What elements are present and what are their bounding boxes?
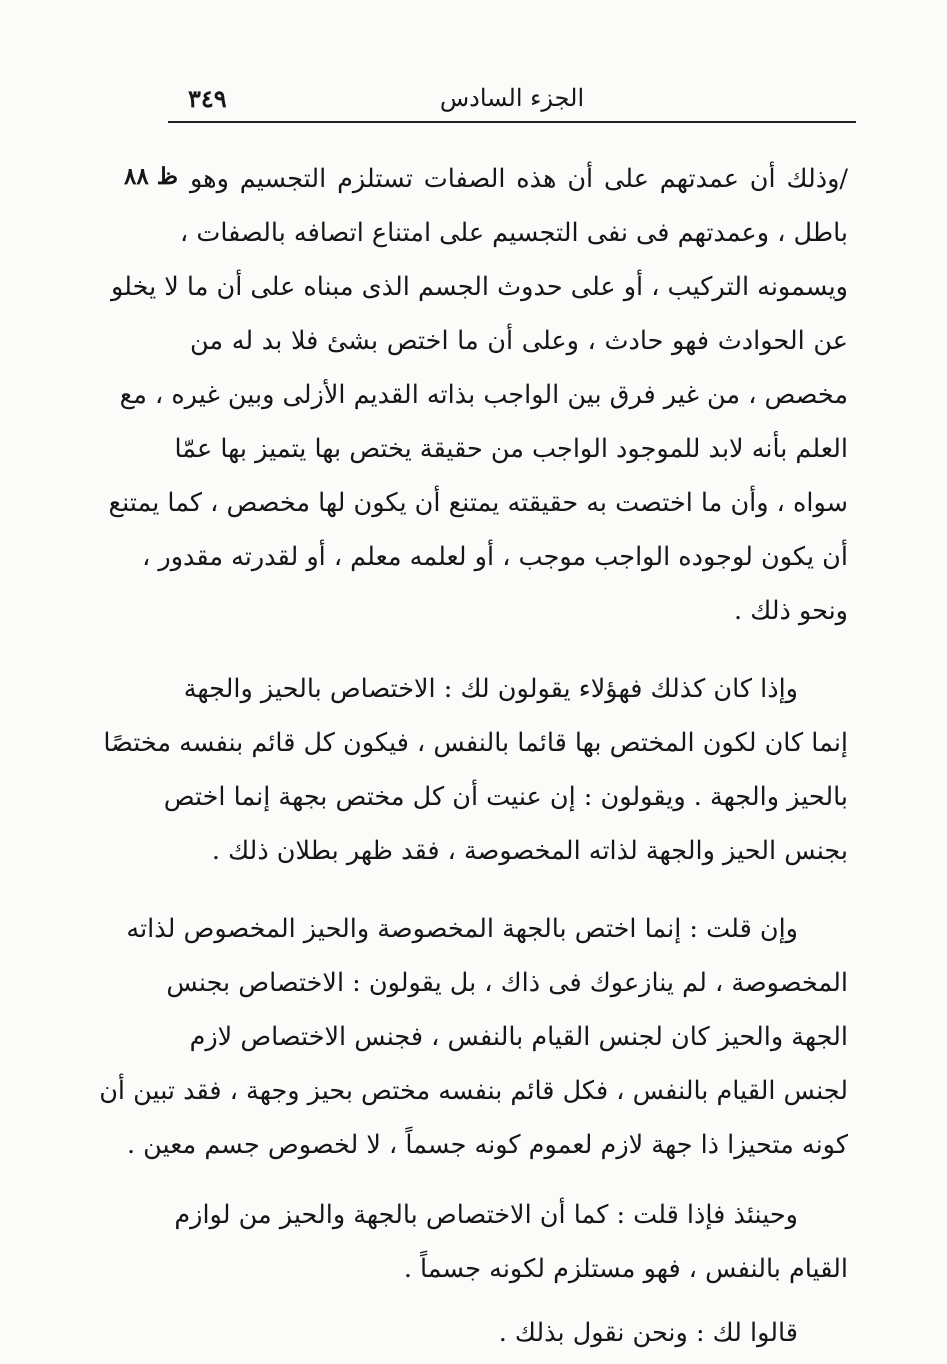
page-number: ٣٤٩ <box>188 84 227 113</box>
paragraph-4 <box>174 1188 848 1296</box>
text-line: وإذا كان كذلك فهؤلاء يقولون لك : الاختصاص بالحيز والجهة <box>183 674 798 704</box>
manuscript-folio-reference: ظ ٨٨ <box>124 163 178 190</box>
running-title: الجزء السادس <box>439 84 585 112</box>
text-line: قالوا لك : ونحن نقول بذلك . <box>498 1318 798 1348</box>
text-line: إنما كان لكون المختص بها قائما بالنفس ، فيكون كل قائم بنفسه مختصًا <box>103 728 848 758</box>
header-rule <box>168 121 856 123</box>
text-line: وإن قلت : إنما اختص بالجهة المخصوصة والحيز المخصوص لذاته <box>126 914 798 944</box>
text-line: المخصوصة ، لم ينازعوك فى ذاك ، بل يقولون : الاختصاص بجنس <box>166 968 848 998</box>
paragraph-2 <box>103 662 848 878</box>
paragraph-5 <box>190 1306 848 1360</box>
text-line: الجهة والحيز كان لجنس القيام بالنفس ، فجنس الاختصاص لازم <box>189 1022 848 1052</box>
paragraph-gap <box>190 1296 848 1306</box>
text-line: أن يكون لوجوده الواجب موجب ، أو لعلمه معلم ، أو لقدرته مقدور ، <box>142 542 848 572</box>
text-line: مخصص ، من غير فرق بين الواجب بذاته القديم الأزلى وبين غيره ، مع <box>119 380 848 410</box>
text-line: ونحو ذلك . <box>734 596 848 626</box>
text-line: ويسمونه التركيب ، أو على حدوث الجسم الذى مبناه على أن ما لا يخلو <box>111 272 848 302</box>
paragraph-3 <box>99 902 848 1172</box>
text-line: باطل ، وعمدتهم فى نفى التجسيم على امتناع اتصافه بالصفات ، <box>180 218 848 248</box>
text-line: بالحيز والجهة . ويقولون : إن عنيت أن كل مختص بجهة إنما اختص <box>163 782 848 812</box>
text-line: بجنس الحيز والجهة لذاته المخصوصة ، فقد ظهر بطلان ذلك . <box>211 836 848 866</box>
text-line: لجنس القيام بالنفس ، فكل قائم بنفسه مختص بحيز وجهة ، فقد تبين أن <box>99 1076 848 1106</box>
page-header <box>168 70 856 120</box>
paragraph-gap <box>190 1172 848 1188</box>
text-line: عن الحوادث فهو حادث ، وعلى أن ما اختص بشئ فلا بد له من <box>190 326 848 356</box>
text-line: العلم بأنه لابد للموجود الواجب من حقيقة يختص بها يتميز بها عمّا <box>174 434 848 464</box>
paragraph-gap <box>190 878 848 902</box>
text-line: وحينئذ فإذا قلت : كما أن الاختصاص بالجهة والحيز من لوازم <box>174 1200 798 1230</box>
text-line: /وذلك أن عمدتهم على أن هذه الصفات تستلزم التجسيم وهو <box>190 164 848 194</box>
text-line: كونه متحيزا ذا جهة لازم لعموم كونه جسماً ، لا لخصوص جسم معين . <box>126 1130 848 1160</box>
text-line: القيام بالنفس ، فهو مستلزم لكونه جسماً . <box>403 1254 848 1284</box>
text-line: سواه ، وأن ما اختصت به حقيقته يمتنع أن يكون لها مخصص ، كما يمتنع <box>108 488 848 518</box>
paragraph-gap <box>190 638 848 662</box>
